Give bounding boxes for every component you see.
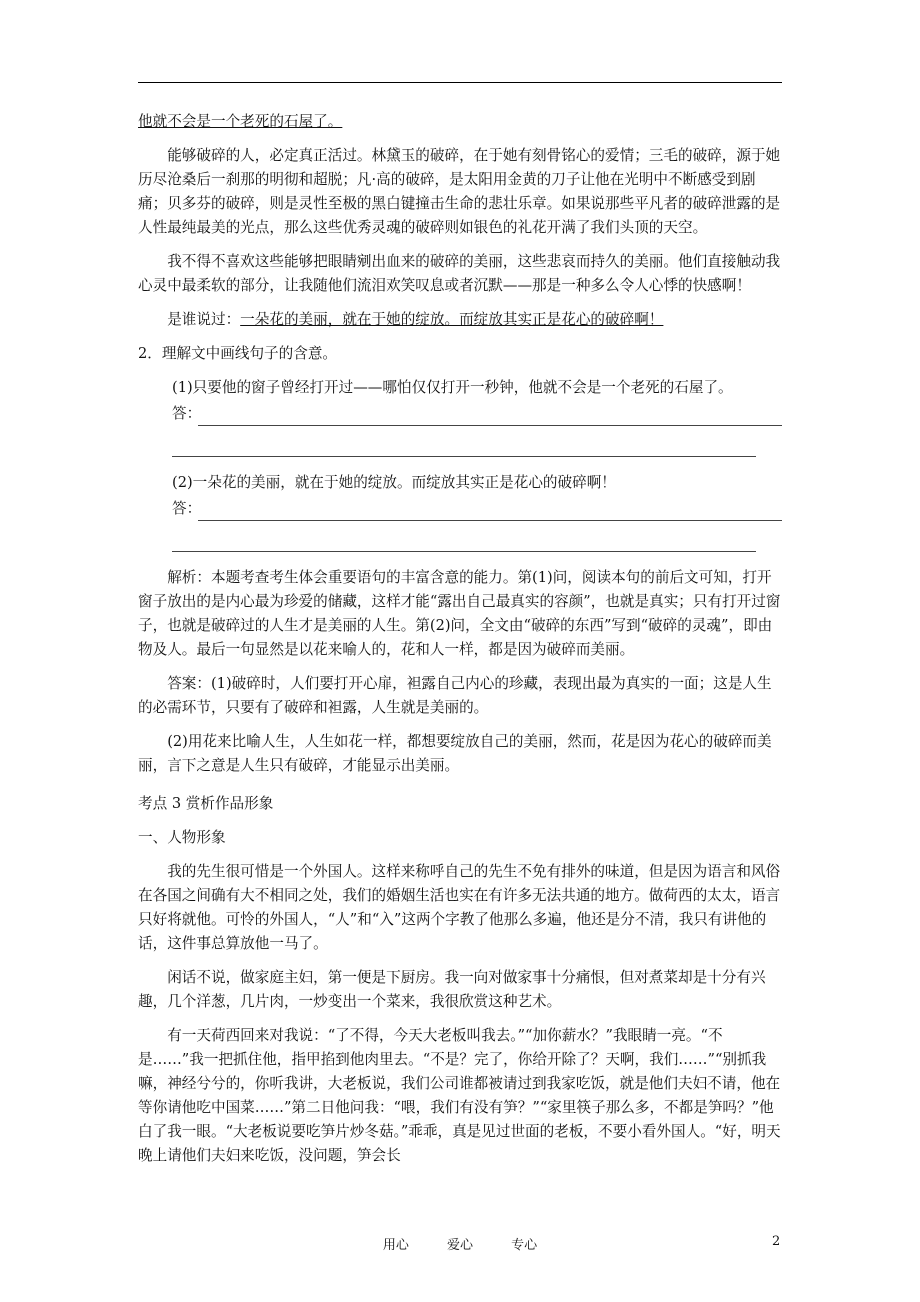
answer-paragraph-1: 答案：(1)破碎时，人们要打开心扉，袒露自己内心的珍藏，表现出最为真实的一面；这是人生的必需环节，只要有了破碎和袒露，人生就是美丽的。 xyxy=(138,675,772,716)
paragraph-flower-quote xyxy=(138,308,782,332)
answer-line-1[interactable] xyxy=(172,400,782,426)
page-number: 2 xyxy=(772,1234,781,1249)
question-item-2: (2)一朵花的美丽，就在于她的绽放。而绽放其实正是花心的破碎啊！ xyxy=(172,474,616,491)
section-subtitle: 一、人物形象 xyxy=(138,829,226,846)
answer-rule xyxy=(198,502,782,521)
answer-blank-2[interactable] xyxy=(172,521,756,552)
motto-word: 爱心 xyxy=(446,1238,473,1253)
story-paragraph-1: 我的先生很可惜是一个外国人。这样来称呼自己的先生不免有排外的味道，但是因为语言和风俗在各国之间确有大不相同之处，我们的婚姻生活也实在有许多无法共通的地方。做荷西的太太，语言只好将就他。可怜的外国人，“人”和“入”这两个字教了他那么多遍，他还是分不清，我只有讲他的话，这件事总算放他一马了。 xyxy=(138,863,781,952)
answer-label: 答： xyxy=(172,500,202,517)
story-paragraph-2: 闲话不说，做家庭主妇，第一便是下厨房。我一向对做家事十分痛恨，但对煮菜却是十分有兴趣，几个洋葱，几片肉，一炒变出一个菜来，我很欣赏这种艺术。 xyxy=(138,969,766,1010)
motto-word: 专心 xyxy=(511,1238,538,1253)
question-item-1: (1)只要他的窗子曾经打开过——哪怕仅仅打开一秒钟，他就不会是一个老死的石屋了。 xyxy=(172,379,733,396)
paragraph-broken-beauty: 我不得不喜欢这些能够把眼睛剜出血来的破碎的美丽，这些悲哀而持久的美丽。他们直接触动我心灵中最柔软的部分，让我随他们流泪欢笑叹息或者沉默——那是一种多么令人心悸的快感啊！ xyxy=(138,253,781,294)
story-paragraph-3: 有一天荷西回来对我说：“了不得，今天大老板叫我去。”“加你薪水？”我眼睛一亮。“不是……”我一把抓住他，指甲掐到他肉里去。“不是？完了，你给开除了？天啊，我们……”“别抓我嘛，神经兮兮的，你听我讲，大老板说，我们公司谁都被请过到我家吃饭，就是他们夫妇不请，他在等你请他吃中国菜……”第二日他问我：“喂，我们有没有笋？”“家里筷子那么多，不都是笋吗？”他白了我一眼。“大老板说要吃笋片炒冬菇。”乖乖，真是见过世面的老板，不要小看外国人。“好，明天晚上请他们夫妇来吃饭，没问题，笋会长 xyxy=(138,1027,781,1164)
answer-blank-1[interactable] xyxy=(172,426,756,457)
header-rule xyxy=(138,82,782,83)
underlined-sentence-end: 他就不会是一个老死的石屋了。 xyxy=(138,113,343,130)
section-title: 考点 3 赏析作品形象 xyxy=(138,795,274,812)
quote-prefix: 是谁说过： xyxy=(167,311,241,328)
analysis-paragraph: 解析：本题考查考生体会重要语句的丰富含意的能力。第(1)问，阅读本句的前后文可知，打开窗子放出的是内心最为珍爱的储藏，这样才能“露出自己最真实的容颜”，也就是真实；只有打开过窗子，也就是破碎过的人生才是美丽的人生。第(2)问，全文由“破碎的东西”写到“破碎的灵魂”，即由物及人。最后一句显然是以花来喻人的，花和人一样，都是因为破碎而美丽。 xyxy=(138,569,781,658)
motto-word: 用心 xyxy=(382,1238,409,1253)
answer-line-2[interactable] xyxy=(172,495,782,521)
answer-label: 答： xyxy=(172,405,202,422)
answer-rule xyxy=(198,407,782,426)
question-title: 2．理解文中画线句子的含意。 xyxy=(138,345,338,362)
answer-paragraph-2: (2)用花来比喻人生，人生如花一样，都想要绽放自己的美丽，然而，花是因为花心的破碎而美丽，言下之意是人生只有破碎，才能显示出美丽。 xyxy=(138,733,772,774)
underlined-flower-sentence: 一朵花的美丽，就在于她的绽放。而绽放其实正是花心的破碎啊！ xyxy=(240,311,664,328)
paragraph-broken-souls: 能够破碎的人，必定真正活过。林黛玉的破碎，在于她有刻骨铭心的爱情；三毛的破碎，源于她历尽沧桑后一刹那的明彻和超脱；凡·高的破碎，是太阳用金黄的刀子让他在光明中不断感受到剧痛；贝多芬的破碎，则是灵性至极的黑白键撞击生命的悲壮乐章。如果说那些平凡者的破碎泄露的是人性最纯最美的光点，那么这些优秀灵魂的破碎则如银色的礼花开满了我们头顶的天空。 xyxy=(138,147,781,236)
footer-motto xyxy=(0,1234,920,1253)
page-body xyxy=(138,110,782,1168)
